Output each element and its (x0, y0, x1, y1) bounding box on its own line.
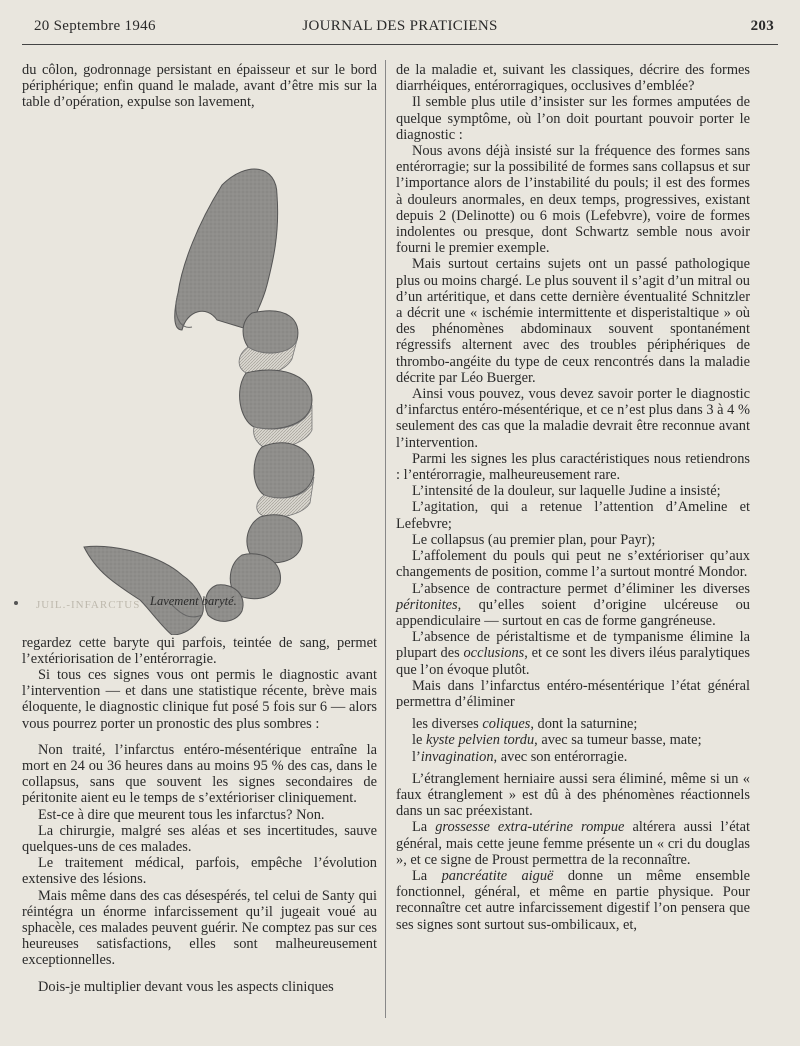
colon-xray-illustration (22, 115, 377, 635)
text-run: les diverses (412, 716, 483, 733)
right-paragraph-8: L’agitation, qui a retenue l’attention d’Ameline et Lefebvre; (396, 499, 750, 532)
column-divider (385, 60, 386, 1018)
text-run: , dont la saturnine; (530, 716, 638, 733)
text-run: La (412, 819, 436, 836)
text-run: l’ (412, 748, 421, 765)
left-column (22, 62, 377, 995)
right-paragraph-16 (396, 868, 750, 933)
left-paragraph-1: du côlon, godronnage persistant en épaisseur et sur le bord périphérique; enfin quand le malade, avant d’être mis sur la table d’opération, expulse son lavement, (22, 62, 377, 111)
header-page-number: 203 (750, 18, 774, 34)
emphasis-pancreatite: pancréatite aiguë (441, 867, 554, 884)
figure-barium-enema (22, 115, 377, 635)
faded-stamp: JUIL.-INFARCTUS (36, 598, 141, 611)
text-run: L’absence de péristaltisme et de tympanisme élimine la plupart des (396, 629, 750, 662)
right-paragraph-14: L’étranglement herniaire aussi sera éliminé, même si un « faux étranglement » est dû à des phénomènes réactionnels dans un sac préexistant. (396, 770, 750, 820)
list-item-invagination (396, 749, 750, 765)
right-paragraph-7: L’intensité de la douleur, sur laquelle Judine a insisté; (412, 483, 721, 500)
text-run: L’absence de contracture permet d’éliminer les diverses (412, 580, 750, 597)
text-run: donne un même ensemble fonctionnel, général, et même en partie physique. Pour reconnaître cet autre infarcissement digestif l’on pensera que ses signes sont surtout sus-ombilicaux, et, (396, 867, 751, 933)
left-paragraph-2: regardez cette baryte qui parfois, teintée de sang, permet l’extériorisation de l’entérorragie. (22, 634, 377, 667)
text-run: , et ce sont les divers iléus paralytiques que l’on évoque plutôt. (396, 645, 751, 678)
right-paragraph-4: Mais surtout certains sujets ont un passé pathologique plus ou moins chargé. Le plus souvent il s’agit d’un mitral ou d’un artéritique, et dans cette dernière éventualité Schnitzler a décrit une « ischémie intermittente et disperistaltique » où des phénomènes abdominaux souvent spontanément régressifs alternent avec des troubles périphériques de thrombo-angéite du type de ceux rencontrés dans la maladie décrite par Léo Buerger. (396, 256, 750, 386)
emphasis-kyste: kyste pelvien tordu (425, 732, 535, 749)
left-paragraph-5: Est-ce à dire que meurent tous les infarctus? Non. (38, 806, 325, 823)
header-journal-title: JOURNAL DES PRATICIENS (302, 18, 498, 34)
header-date: 20 Septembre 1946 (34, 18, 156, 34)
running-header (22, 14, 778, 45)
right-paragraph-11 (396, 581, 750, 630)
emphasis-coliques: coliques (482, 716, 531, 733)
list-item-kyste (396, 732, 750, 748)
left-paragraph-3: Si tous ces signes vous ont permis le diagnostic avant l’intervention — et dans une statistique récente, brève mais éloquente, le diagnostic clinique fut posé 5 fois sur 6 — alors vous pourrez porter un pronostic des plus sombres : (22, 667, 377, 732)
left-paragraph-8: Mais même dans des cas désespérés, tel celui de Santy qui réintégra un énorme infarcissement qu’il jugeait voué au sphacèle, ces malades peuvent guérir. Ne comptez pas sur ces heureuses satisfactions, elles sont malheureusement exceptionnelles. (22, 887, 377, 969)
right-paragraph-5: Ainsi vous pouvez, vous devez savoir porter le diagnostic d’infarctus entéro-mésentérique, et ce n’est plus dans 3 à 4 % seulement des cas que la maladie devrait être reconnue avant l’intervention. (396, 386, 750, 451)
right-column (396, 62, 750, 933)
text-run: , avec sa tumeur basse, mate; (534, 732, 702, 749)
text-run: La (412, 867, 442, 884)
right-paragraph-6: Parmi les signes les plus caractéristiques nous retiendrons : l’entérorragie, malheureusement rare. (396, 450, 750, 484)
emphasis-invagination: invagination (420, 748, 494, 765)
right-paragraph-9: Le collapsus (au premier plan, pour Payr); (412, 531, 656, 548)
text-run: le (412, 732, 426, 749)
right-paragraph-13: Mais dans l’infarctus entéro-mésentérique l’état général permettra d’éliminer (396, 677, 750, 710)
right-paragraph-3: Nous avons déjà insisté sur la fréquence des formes sans entérorragie; sur la possibilité de formes sans collapsus et sur l’importance alors de l’instabilité du pouls; il est des formes à douleurs anormales, en deux temps, progressives, existant depuis 2 (Delinotte) ou 6 mois (Lefebvre), voire de formes indolentes ou presque, dont Schwartz semble nous avoir fourni le premier exemple. (396, 143, 750, 257)
left-paragraph-9: Dois-je multiplier devant vous les aspects cliniques (38, 978, 334, 995)
list-item-coliques (396, 716, 750, 732)
left-paragraph-6: La chirurgie, malgré ses aléas et ses incertitudes, sauve quelques-uns de ces malades. (22, 822, 377, 856)
emphasis-grossesse: grossesse extra-utérine rompue (435, 819, 625, 836)
emphasis-occlusions: occlusions (463, 645, 525, 662)
ink-dot (14, 601, 18, 605)
text-run: , avec son entérorragie. (493, 748, 628, 765)
right-paragraph-15 (396, 819, 750, 868)
emphasis-peritonites: péritonites (396, 596, 458, 613)
text-run: , qu’elles soient d’origine ulcéreuse ou appendiculaire — surtout en cas de forme gangréneuse. (396, 596, 750, 629)
right-paragraph-12 (396, 629, 750, 678)
left-paragraph-4: Non traité, l’infarctus entéro-mésentérique entraîne la mort en 24 ou 36 heures dans au moins 95 % des cas, dans le collapsus, sans que souvent les signes secondaires de péritonite aient eu le temps de s’extérioriser cliniquement. (22, 741, 377, 807)
figure-caption: Lavement baryté. (150, 593, 237, 608)
text-run: altérera aussi l’état général, mais cette jeune femme présente un « cri du douglas », et ce signe de Proust permettra de la reconnaître. (396, 819, 750, 868)
right-paragraph-10: L’affolement du pouls qui peut ne s’extérioriser qu’aux changements de position, comme l’a surtout montré Mondor. (396, 548, 750, 581)
right-paragraph-2: Il semble plus utile d’insister sur les formes amputées de quelque symptôme, où l’on doit pourtant pouvoir porter le diagnostic : (396, 94, 750, 143)
right-paragraph-1: de la maladie et, suivant les classiques, décrire des formes diarrhéiques, entérorragiques, occlusives d’emblée? (396, 62, 750, 95)
left-paragraph-7: Le traitement médical, parfois, empêche l’évolution extensive des lésions. (22, 855, 377, 888)
